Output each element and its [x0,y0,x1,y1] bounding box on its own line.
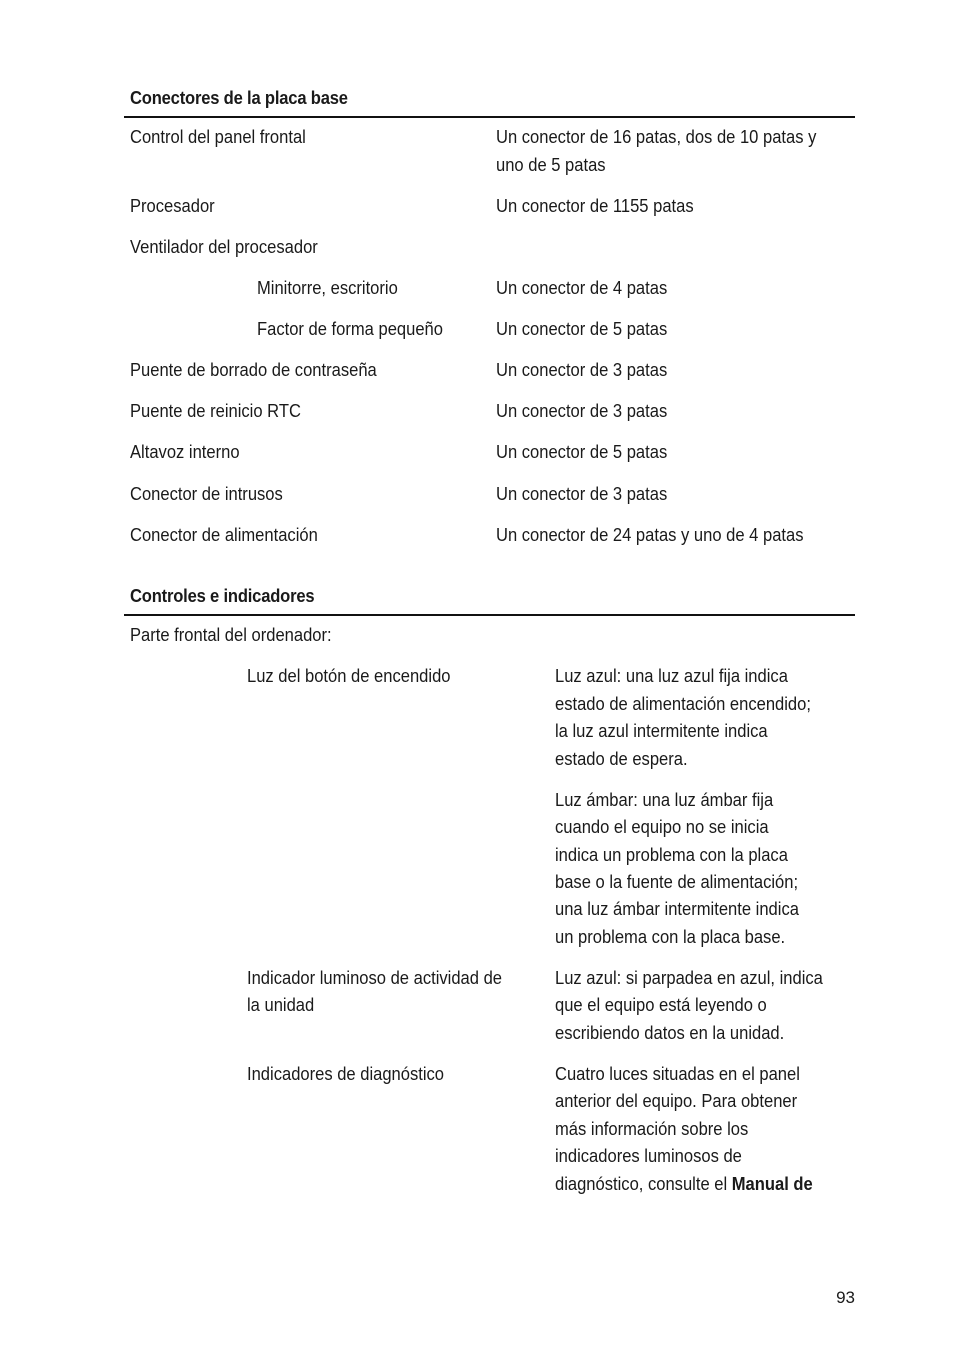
row-label-line: la unidad [247,995,315,1015]
row-label: Puente de reinicio RTC [130,401,301,421]
row-value-line: indicadores luminosos de [555,1146,742,1166]
row-label: Luz del botón de encendido [247,666,451,686]
row-value-line: la luz azul intermitente indica [555,721,768,741]
row-label-line: Indicador luminoso de actividad de [247,968,502,988]
row-value-line: anterior del equipo. Para obtener [555,1091,798,1111]
row-value-line: estado de alimentación encendido; [555,694,811,714]
row-value-line: Cuatro luces situadas en el panel [555,1064,800,1084]
row-label: Control del panel frontal [130,127,306,147]
row-label: Procesador [130,196,215,216]
row-value: Un conector de 3 patas [496,360,668,380]
section-rule-controls [124,614,855,616]
row-label: Conector de intrusos [130,484,283,504]
row-label: Indicadores de diagnóstico [247,1064,445,1084]
row-value-line: un problema con la placa base. [555,927,786,947]
row-value: Un conector de 5 patas [496,319,668,339]
row-value-line: Un conector de 16 patas, dos de 10 patas y [496,127,817,147]
row-value-line: estado de espera. [555,749,688,769]
row-value-line: indica un problema con la placa [555,845,788,865]
row-value: Un conector de 24 patas y uno de 4 patas [496,525,804,545]
page-number: 93 [836,1288,855,1307]
section-heading-controls: Controles e indicadores [130,586,315,606]
row-value: Un conector de 5 patas [496,442,668,462]
row-value-line: Luz azul: una luz azul fija indica [555,666,788,686]
section-heading-connectors: Conectores de la placa base [130,88,348,108]
section-intro: Parte frontal del ordenador: [130,625,332,645]
row-value: Un conector de 4 patas [496,278,668,298]
row-value: Un conector de 3 patas [496,484,668,504]
row-label: Ventilador del procesador [130,237,318,257]
row-value-line: Luz azul: si parpadea en azul, indica [555,968,823,988]
row-value-text: diagnóstico, consulte el [555,1174,732,1194]
section-rule-connectors [124,116,855,118]
row-value: Un conector de 1155 patas [496,196,694,216]
row-value-line: escribiendo datos en la unidad. [555,1023,785,1043]
row-value-line: que el equipo está leyendo o [555,995,767,1015]
row-label: Altavoz interno [130,442,240,462]
row-value: Un conector de 3 patas [496,401,668,421]
row-value-line: una luz ámbar intermitente indica [555,899,799,919]
manual-reference: Manual de [731,1174,813,1194]
row-label: Puente de borrado de contraseña [130,360,377,380]
row-sublabel: Factor de forma pequeño [257,319,443,339]
row-value-line: cuando el equipo no se inicia [555,817,769,837]
row-value-line: base o la fuente de alimentación; [555,872,799,892]
row-value-line: uno de 5 patas [496,155,606,175]
row-label: Conector de alimentación [130,525,318,545]
row-sublabel: Minitorre, escritorio [257,278,398,298]
row-value-line: más información sobre los [555,1119,749,1139]
row-value-line-last [555,1171,813,1199]
row-value-line: Luz ámbar: una luz ámbar fija [555,790,774,810]
